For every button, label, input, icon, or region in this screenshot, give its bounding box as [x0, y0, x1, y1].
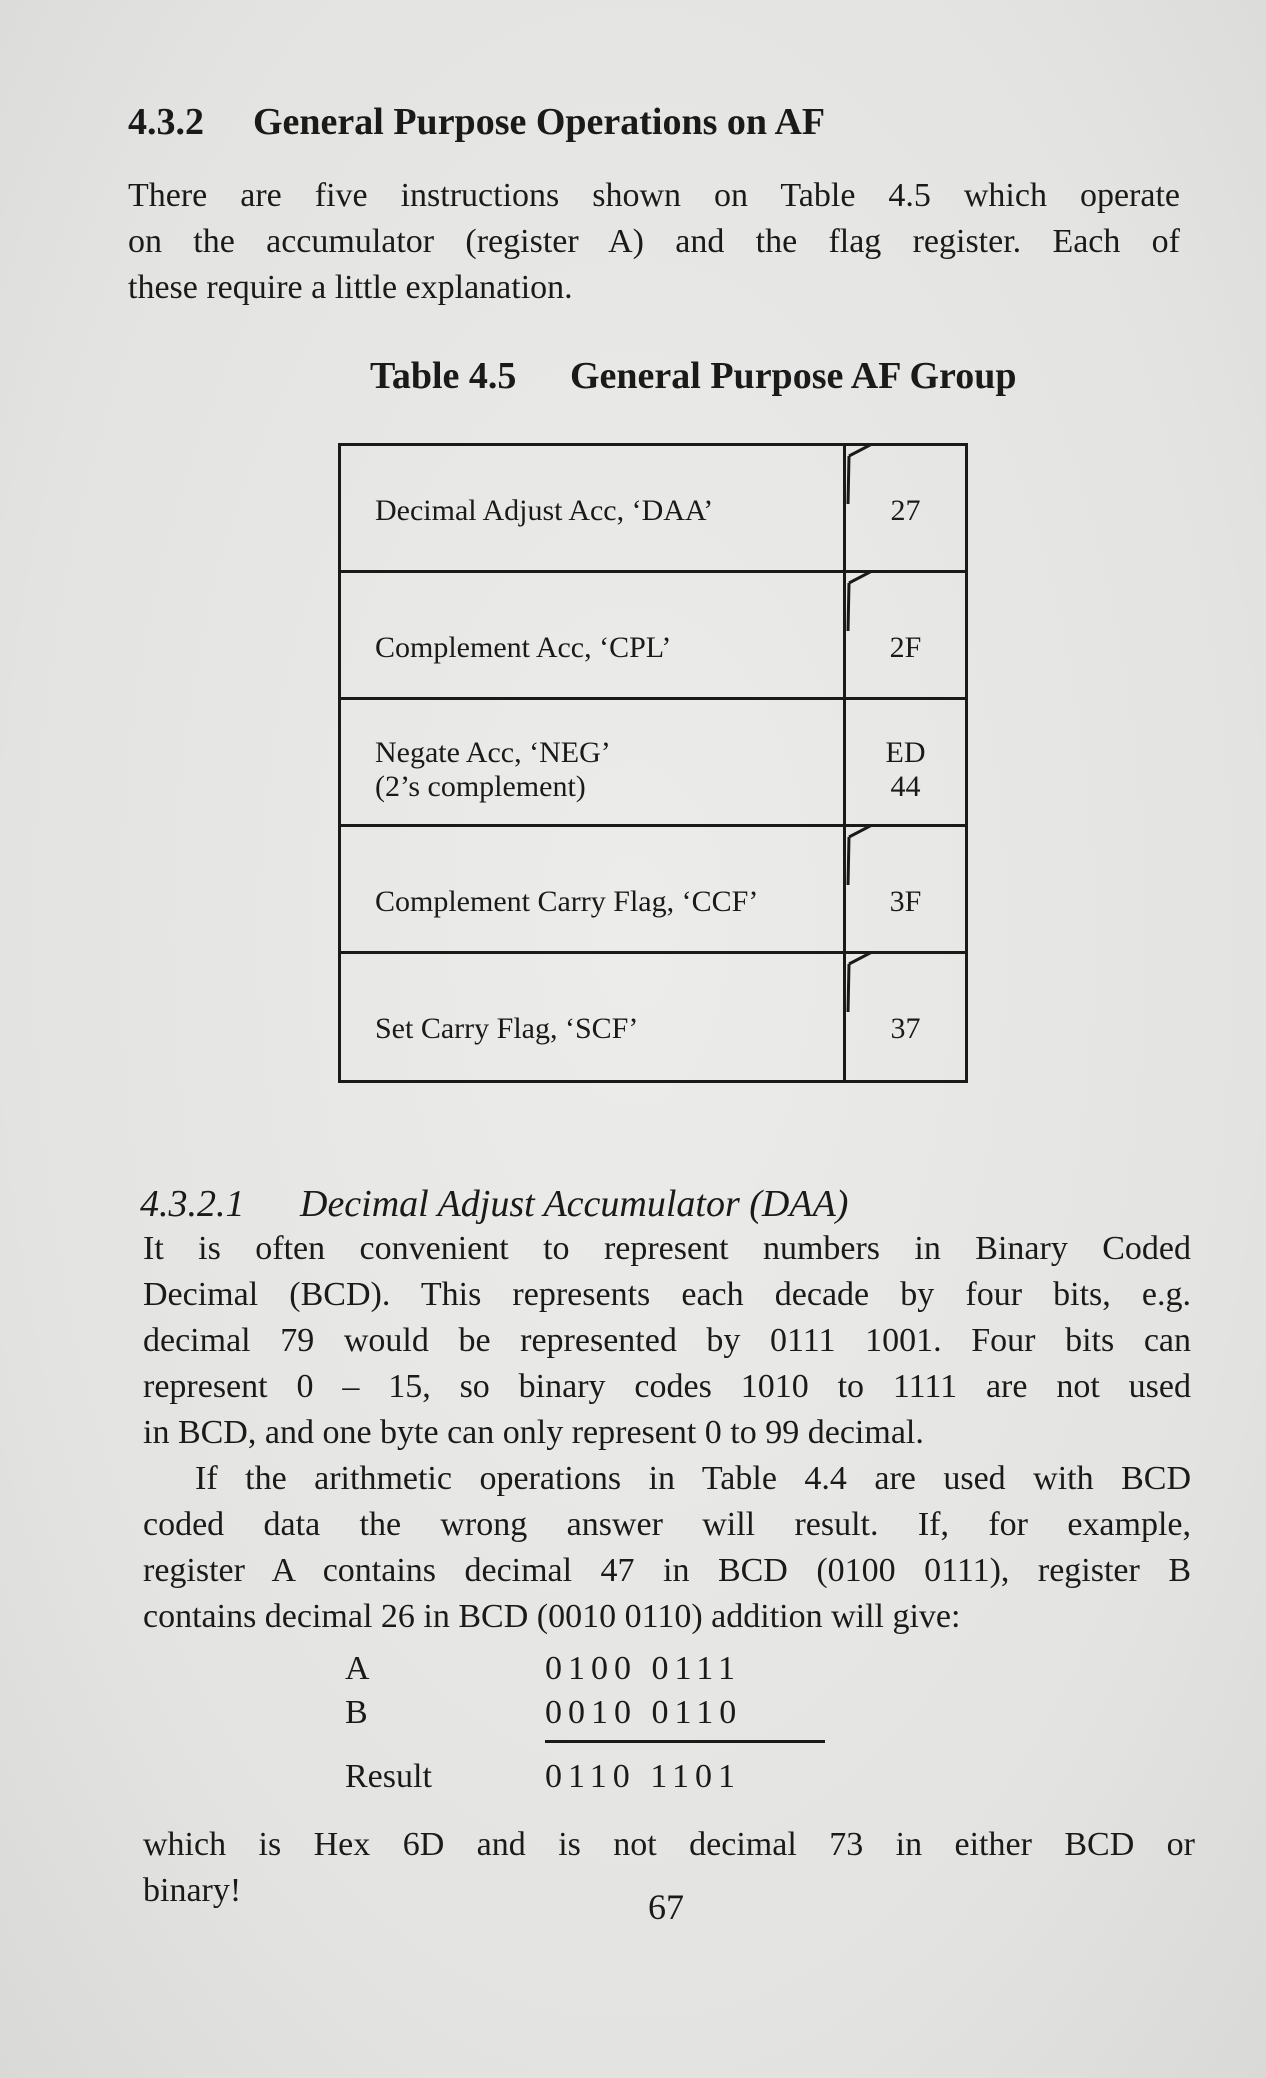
table-row	[341, 446, 965, 573]
example-paragraph	[143, 1456, 1191, 1640]
paragraph-line: There are five instructions shown on Table 4.5 which operate	[128, 177, 1180, 214]
operand-label: B	[345, 1694, 368, 1731]
opcode-value: 44	[890, 770, 921, 803]
table-row	[341, 700, 965, 827]
table-title: General Purpose AF Group	[570, 355, 1017, 397]
paragraph-line: register A contains decimal 47 in BCD (0100 0111), register B	[143, 1552, 1191, 1589]
instruction-description: Decimal Adjust Acc, ‘DAA’	[375, 494, 714, 527]
subsection-heading	[140, 1182, 848, 1226]
section-heading	[128, 100, 825, 144]
table-row	[341, 573, 965, 700]
opcode-cell	[843, 827, 965, 951]
opcode-value: 2F	[889, 631, 922, 664]
paragraph-line: It is often convenient to represent numbers in Binary Coded	[143, 1230, 1191, 1267]
section-title: General Purpose Operations on AF	[253, 101, 826, 143]
tick-mark-icon	[846, 827, 886, 887]
intro-paragraph	[128, 173, 1180, 311]
paragraph-line: which is Hex 6D and is not decimal 73 in either BCD or	[143, 1826, 1195, 1863]
paragraph-line: on the accumulator (register A) and the flag register. Each of	[128, 223, 1180, 260]
table-row	[341, 827, 965, 954]
tick-mark-icon	[846, 954, 886, 1014]
result-bits: 0110 1101	[545, 1758, 741, 1795]
section-number: 4.3.2	[128, 101, 204, 143]
tick-mark-icon	[846, 573, 886, 633]
paragraph-line: Decimal (BCD). This represents each decade by four bits, e.g.	[143, 1276, 1191, 1313]
opcode-value: 27	[890, 494, 921, 527]
operand-bits: 0100 0111	[545, 1650, 741, 1687]
table-row	[341, 954, 965, 1081]
instruction-description: Complement Carry Flag, ‘CCF’	[375, 885, 759, 918]
opcode-cell	[843, 700, 965, 824]
subsection-title: Decimal Adjust Accumulator (DAA)	[300, 1183, 849, 1225]
paragraph-line: If the arithmetic operations in Table 4.4 are used with BCD	[195, 1460, 1191, 1497]
paragraph-line: coded data the wrong answer will result. If, for example,	[143, 1506, 1191, 1543]
opcode-value: ED	[885, 736, 926, 769]
instruction-description: Set Carry Flag, ‘SCF’	[375, 1012, 639, 1045]
opcode-cell	[843, 573, 965, 697]
operand-bits: 0010 0110	[545, 1694, 743, 1731]
instruction-description: Negate Acc, ‘NEG’ (2’s complement)	[375, 736, 611, 803]
paragraph-line: contains decimal 26 in BCD (0010 0110) addition will give:	[143, 1598, 961, 1635]
instruction-description: Complement Acc, ‘CPL’	[375, 631, 672, 664]
paragraph-line: decimal 79 would be represented by 0111 1001. Four bits can	[143, 1322, 1191, 1359]
opcode-cell	[843, 446, 965, 570]
opcode-value: 37	[890, 1012, 921, 1045]
instruction-table	[338, 443, 968, 1083]
bcd-paragraph	[143, 1226, 1191, 1456]
table-caption	[370, 354, 1017, 398]
opcode-value: 3F	[889, 885, 922, 918]
sum-underline	[545, 1740, 825, 1743]
opcode-cell	[843, 954, 965, 1081]
paragraph-line: binary!	[143, 1872, 242, 1909]
result-label: Result	[345, 1758, 432, 1795]
page-number: 67	[648, 1887, 684, 1927]
operand-label: A	[345, 1650, 370, 1687]
subsection-number: 4.3.2.1	[140, 1183, 245, 1225]
table-number: Table 4.5	[370, 355, 517, 397]
paragraph-line: represent 0 – 15, so binary codes 1010 to 1111 are not used	[143, 1368, 1191, 1405]
paragraph-line: in BCD, and one byte can only represent 0 to 99 decimal.	[143, 1414, 924, 1451]
paragraph-line: these require a little explanation.	[128, 269, 573, 306]
